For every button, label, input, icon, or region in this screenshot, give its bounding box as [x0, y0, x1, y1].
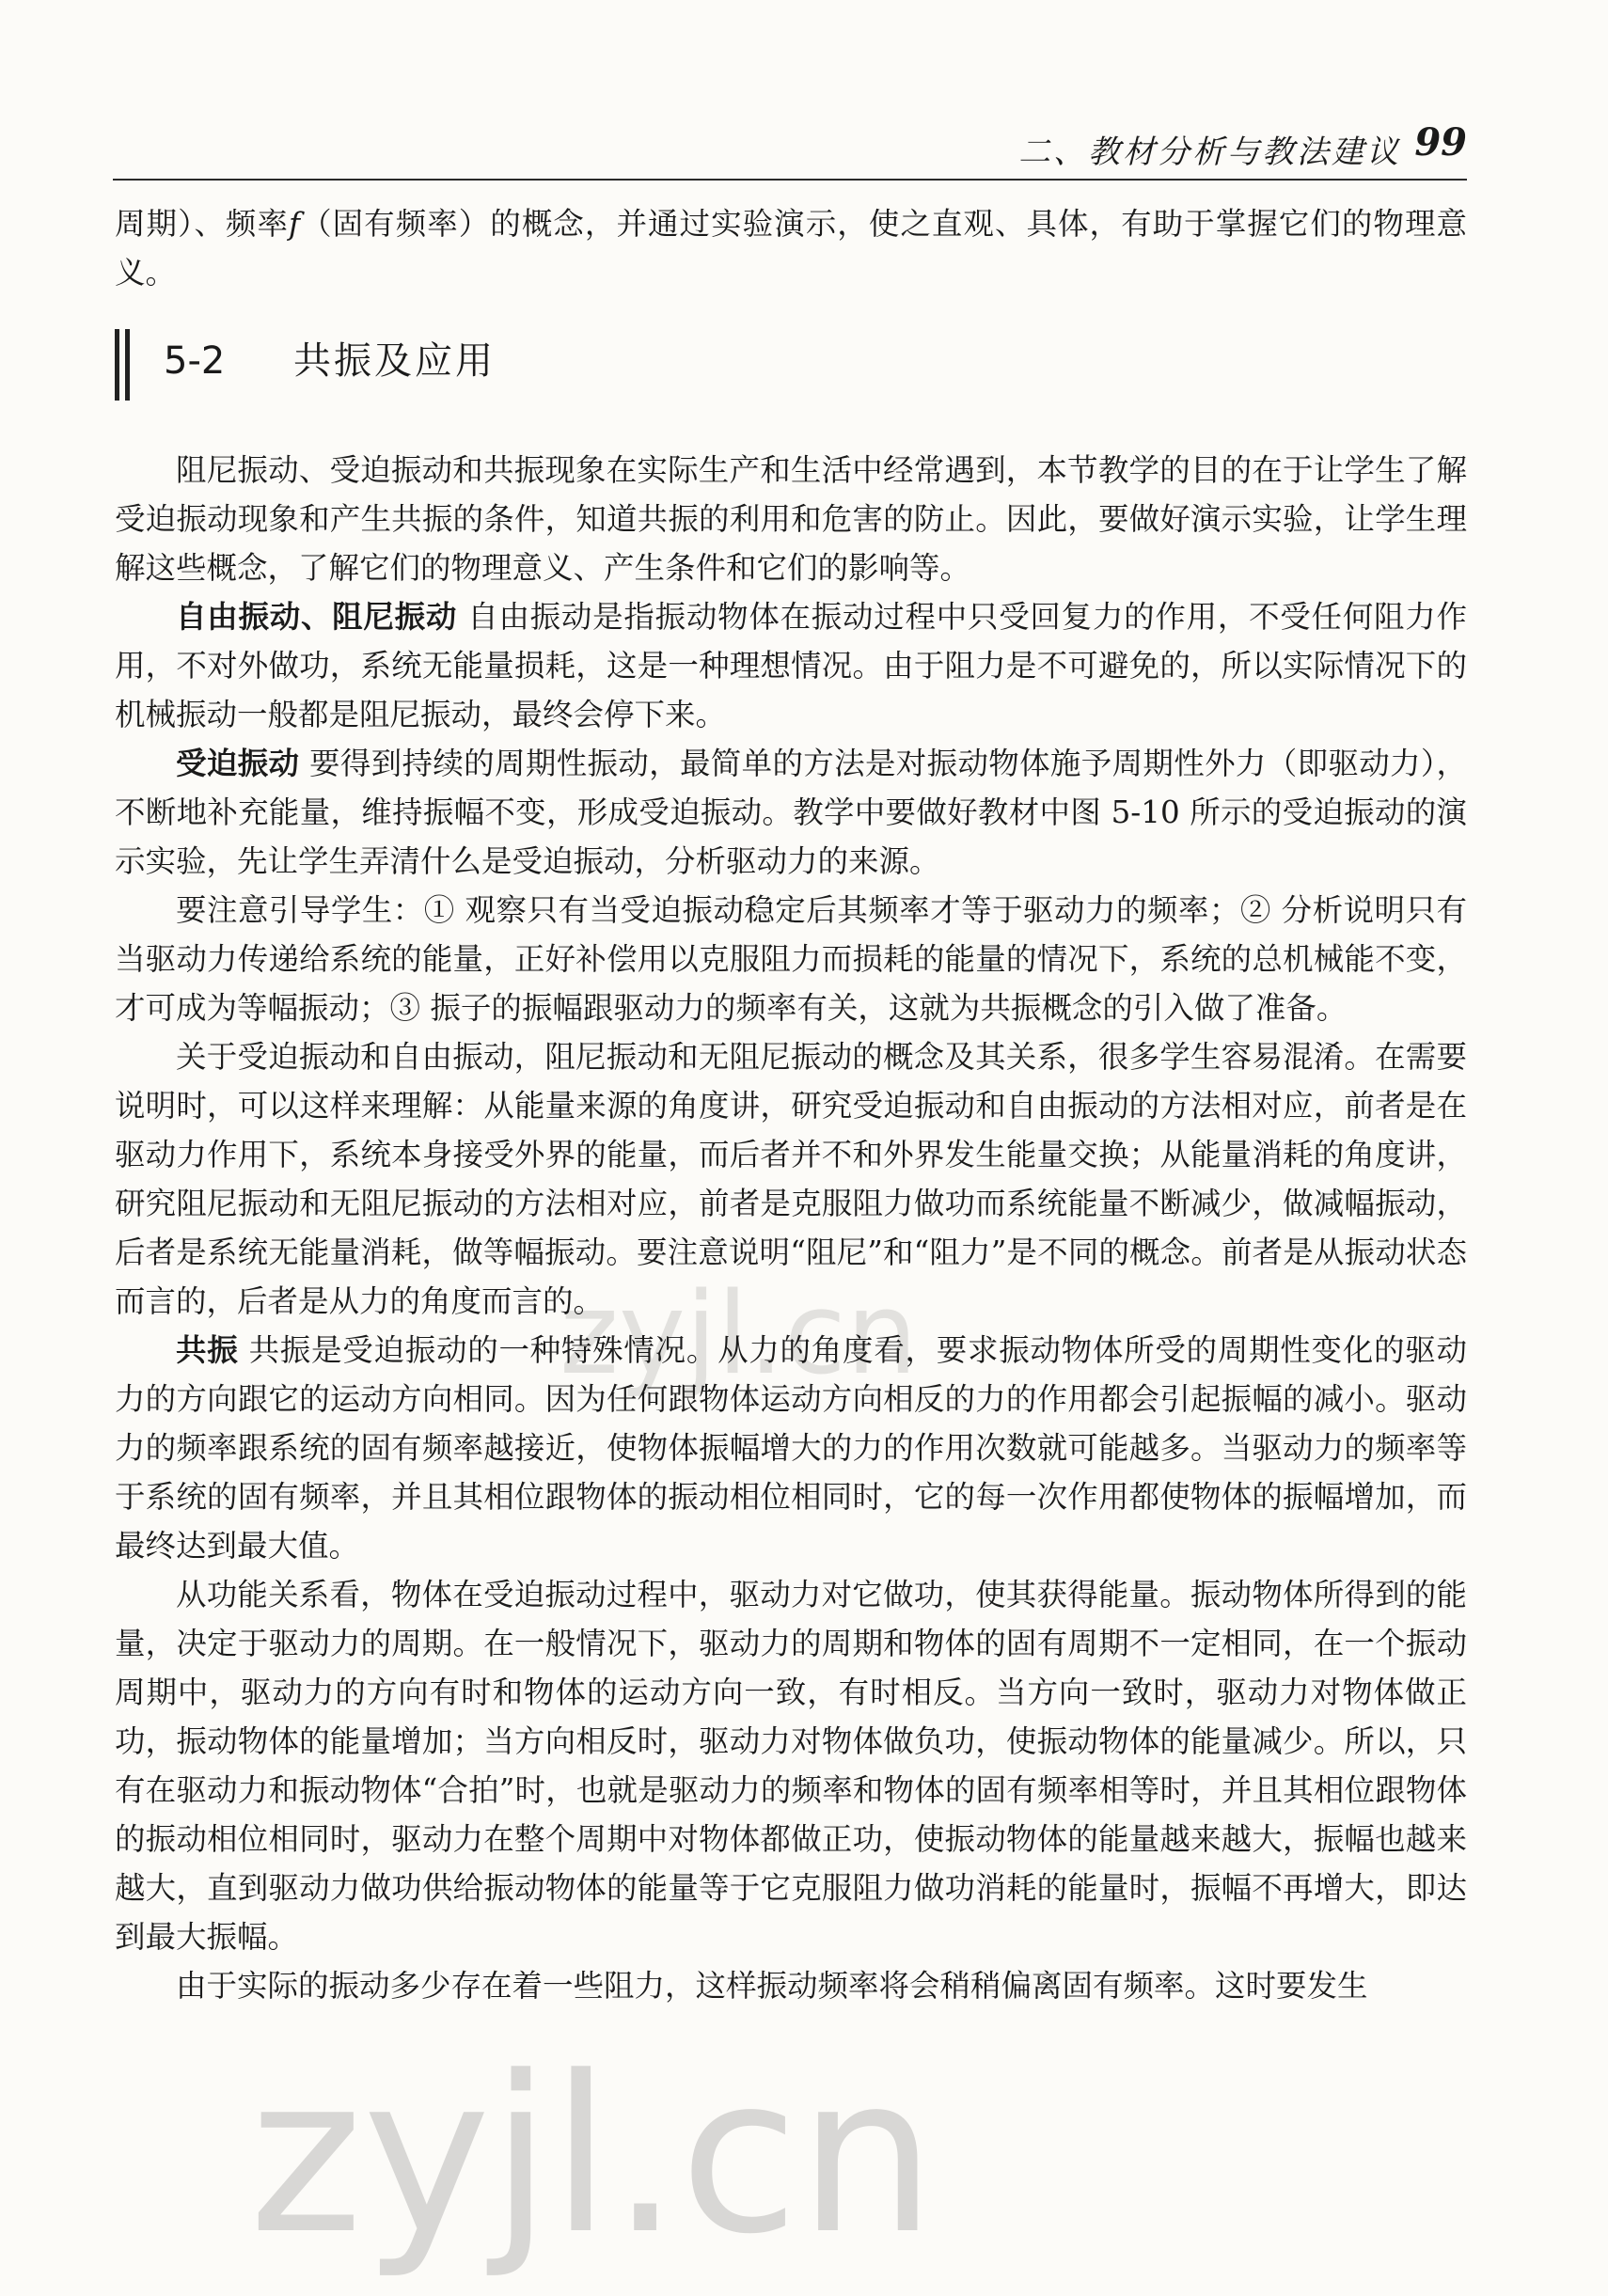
- text-forced: 要得到持续的周期性振动，最简单的方法是对振动物体施予周期性外力（即驱动力），不断地补充能量，维持振幅不变，形成受迫振动。教学中要做好教材中图 5-10 所示的受迫振动的演示实验，先让学生弄清什么是受迫振动，分析驱动力的来源。: [115, 746, 1467, 879]
- watermark-mid: zyjl.cn: [560, 1269, 918, 1400]
- text-resonance: 共振是受迫振动的一种特殊情况。从力的角度看，要求振动物体所受的周期性变化的驱动力的方向跟它的运动方向相同。因为任何跟物体运动方向相反的力的作用都会引起振幅的减小。驱动力的频率跟系统的固有频率越接近，使物体振幅增大的力的作用次数就可能越多。当驱动力的频率等于系统的固有频率，并且其相位跟物体的振动相位相同时，它的每一次作用都使物体的振幅增加，而最终达到最大值。: [115, 1332, 1467, 1564]
- paragraph-closing: 由于实际的振动多少存在着一些阻力，这样振动频率将会稍稍偏离固有频率。这时要发生: [176, 1968, 1368, 2004]
- paragraph-resonance: [115, 1326, 1467, 1570]
- paragraph-energy: 从功能关系看，物体在受迫振动过程中，驱动力对它做功，使其获得能量。振动物体所得到的能量，决定于驱动力的周期。在一般情况下，驱动力的周期和物体的固有周期不一定相同，在一个振动周期中，驱动力的方向有时和物体的运动方向一致，有时相反。当方向一致时，驱动力对物体做正功，振动物体的能量增加；当方向相反时，驱动力对物体做负功，使振动物体的能量减少。所以，只有在驱动力和振动物体“合拍”时，也就是驱动力的频率和物体的固有频率相等时，并且其相位跟物体的振动相位相同时，驱动力在整个周期中对物体都做正功，使振动物体的能量越来越大，振幅也越来越大，直到驱动力做功供给振动物体的能量等于它克服阻力做功消耗的能量时，振幅不再增大，即达到最大振幅。: [115, 1577, 1467, 1955]
- section-heading: [115, 320, 1467, 423]
- text-free-damped: 自由振动是指振动物体在振动过程中只受回复力的作用，不受任何阻力作用，不对外做功，系统无能量损耗，这是一种理想情况。由于阻力是不可避免的，所以实际情况下的机械振动一般都是阻尼振动，最终会停下来。: [115, 599, 1467, 732]
- intro-paragraph: [115, 199, 1467, 297]
- intro-text-a: 周期）、频率: [115, 206, 289, 242]
- section-title: 共振及应用: [293, 339, 496, 383]
- paragraph-guidance: 要注意引导学生：① 观察只有当受迫振动稳定后其频率才等于驱动力的频率；② 分析说明只有当驱动力传递给系统的能量，正好补偿用以克服阻力而损耗的能量的情况下，系统的总机械能不变，才可成为等幅振动；③ 振子的振幅跟驱动力的频率有关，这就为共振概念的引入做了准备。: [115, 892, 1467, 1026]
- page-body: [115, 199, 1467, 2010]
- section-bars-icon: [115, 329, 130, 401]
- term-resonance: 共振: [176, 1332, 239, 1368]
- watermark-bottom: zyjl.cn: [249, 2031, 936, 2282]
- paragraph-free-damped: [115, 592, 1467, 739]
- paragraph-overview: 阻尼振动、受迫振动和共振现象在实际生产和生活中经常遇到，本节教学的目的在于让学生了解受迫振动现象和产生共振的条件，知道共振的利用和危害的防止。因此，要做好演示实验，让学生理解这些概念，了解它们的物理意义、产生条件和它们的影响等。: [115, 452, 1467, 586]
- paragraph-concepts: 关于受迫振动和自由振动，阻尼振动和无阻尼振动的概念及其关系，很多学生容易混淆。在需要说明时，可以这样来理解：从能量来源的角度讲，研究受迫振动和自由振动的方法相对应，前者是在驱动力作用下，系统本身接受外界的能量，而后者并不和外界发生能量交换；从能量消耗的角度讲，研究阻尼振动和无阻尼振动的方法相对应，前者是克服阻力做功而系统能量不断减少，做减幅振动，后者是系统无能量消耗，做等幅振动。要注意说明“阻尼”和“阻力”是不同的概念。前者是从振动状态而言的，后者是从力的角度而言的。: [115, 1039, 1467, 1319]
- section-number: 5-2: [164, 339, 226, 383]
- term-forced: 受迫振动: [176, 746, 300, 781]
- term-free-damped: 自由振动、阻尼振动: [176, 599, 458, 635]
- running-title: 二、教材分析与教法建议: [1018, 134, 1401, 171]
- running-header: [113, 120, 1467, 181]
- paragraph-forced: [115, 739, 1467, 886]
- frequency-symbol: f: [289, 206, 301, 242]
- intro-text-b: （固有频率）的概念，并通过实验演示，使之直观、具体，有助于掌握它们的物理意义。: [115, 206, 1467, 291]
- page-number: 99: [1414, 120, 1467, 165]
